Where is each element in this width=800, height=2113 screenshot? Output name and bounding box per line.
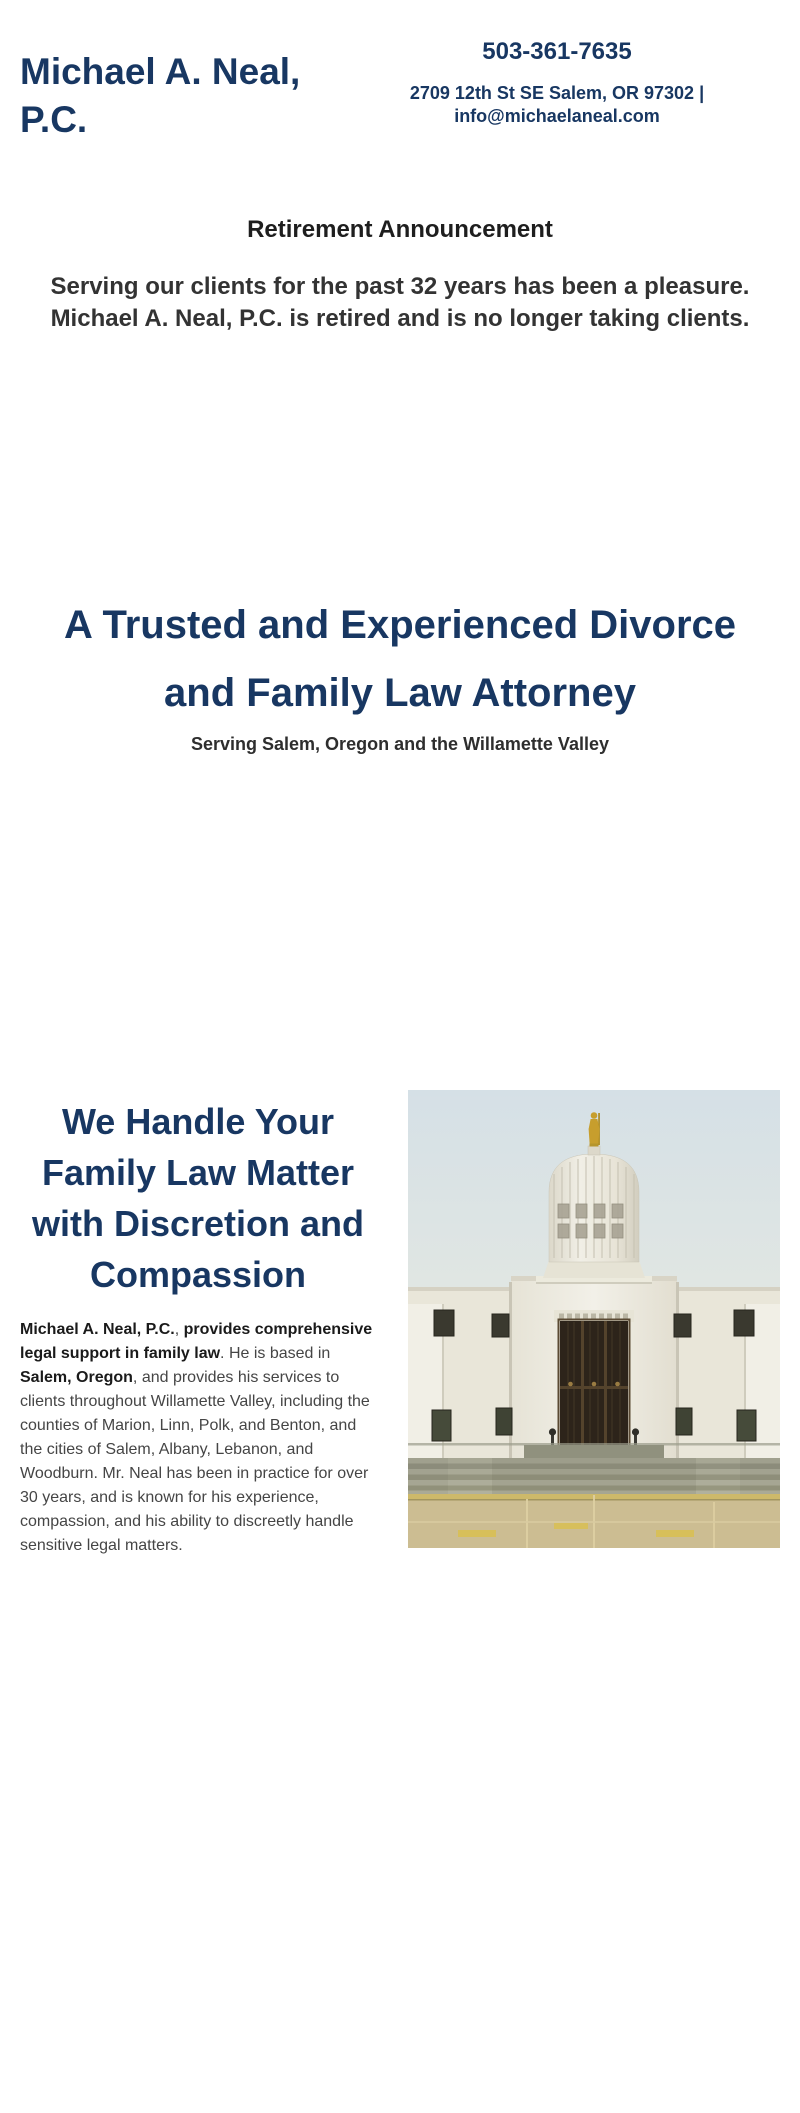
services-heading: We Handle Your Family Law Matter with Discretion and Compassion [31,1101,365,1295]
phone-link[interactable]: 503-361-7635 [482,38,632,65]
header-contact-block [402,38,712,144]
hero-title: A Trusted and Experienced Divorce and Family Law Attorney [63,603,737,715]
retirement-announcement-section [0,215,800,335]
capitol-plaza [408,1494,780,1548]
announcement-text: Serving our clients for the past 32 years has been a pleasure. Michael A. Neal, P.C. is retired and is no longer taking clients. [50,273,750,332]
capitol-doors [549,1320,639,1460]
firm-name-line1: Michael A. Neal, [20,51,301,92]
services-section [0,1090,800,1558]
hero-subtitle: Serving Salem, Oregon and the Willamette Valley [191,734,609,754]
site-header [0,0,800,144]
street-address: 2709 12th St SE Salem, OR 97302 [409,83,695,103]
firm-name-line2: P.C. [20,99,88,140]
capitol-photo [408,1090,780,1548]
firm-logo[interactable] [20,48,320,144]
capitol-photo-svg [408,1090,780,1548]
address-separator: | [699,83,705,103]
services-paragraph: Michael A. Neal, P.C., provides comprehensive legal support in family law. He is based in Salem, Oregon, and provides his services to clients throughout Willamette Valley, including the counties of Marion, Linn, Polk, and Benton, and the cities of Salem, Albany, Lebanon, and Woodburn. Mr. Neal has been in practice for over 30 years, and is known for his experience, compassion, and his ability to discreetly handle sensitive legal matters. [20,1321,373,1554]
address-line [402,82,712,128]
services-text-column [0,1090,408,1558]
hero-section [0,591,800,756]
announcement-title: Retirement Announcement [247,216,553,243]
email-link[interactable]: info@michaelaneal.com [454,106,660,126]
